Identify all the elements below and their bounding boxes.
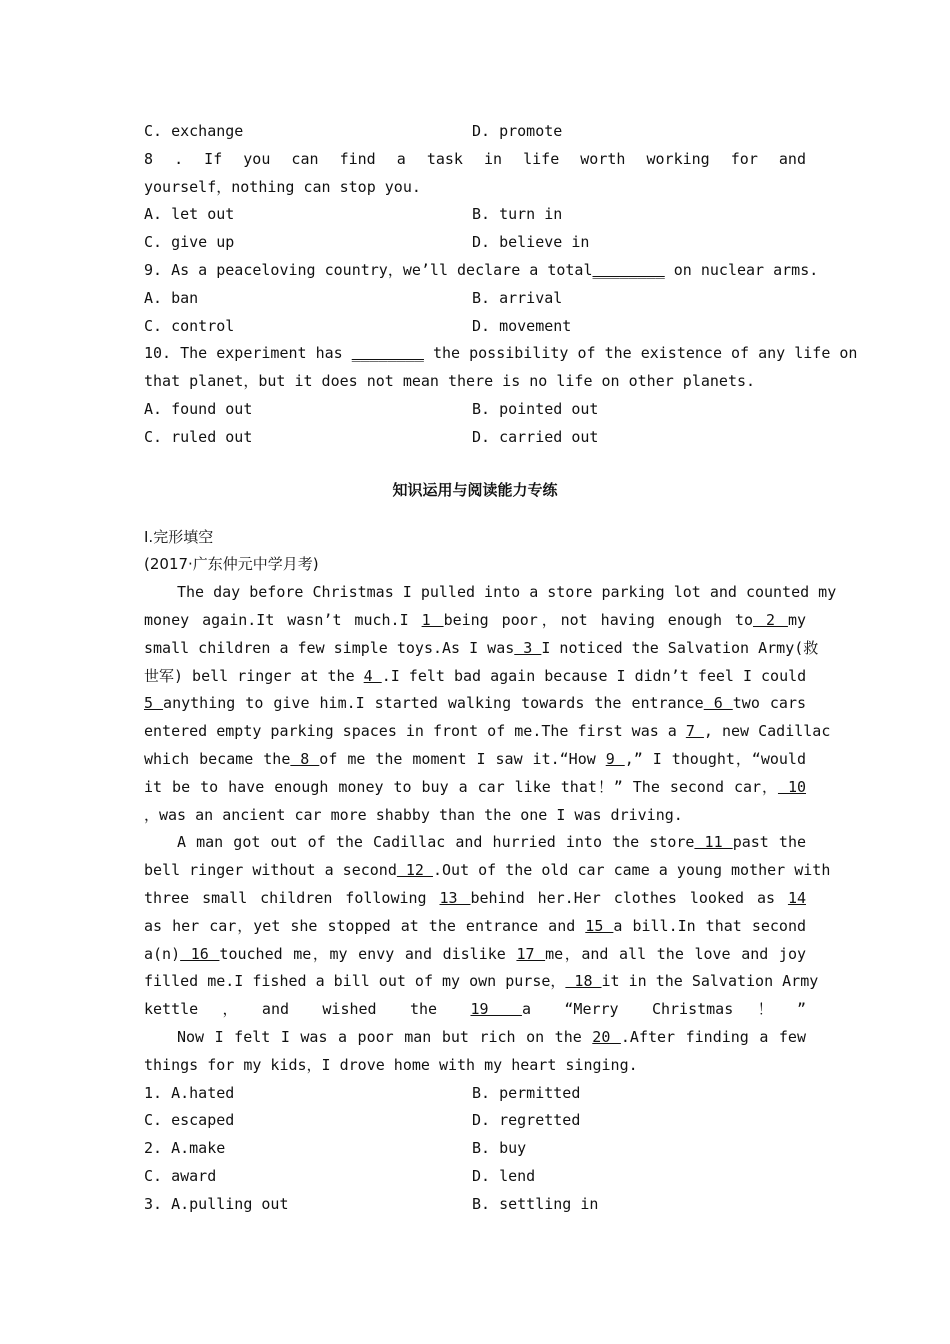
passage-text: .After finding a few — [620, 1027, 806, 1046]
options-row — [144, 1080, 806, 1108]
q9-options-row — [144, 285, 806, 313]
option-b: B. arrival — [472, 288, 563, 307]
q8-stem: 8 . If you can find a task in life worth working for and — [144, 149, 806, 168]
passage-line — [144, 996, 806, 1024]
source-note: (2017·广东仲元中学月考) — [144, 555, 319, 574]
option-right: D. regretted — [472, 1111, 581, 1130]
option-left: C. escaped — [144, 1111, 235, 1130]
answer-blank: 2 — [753, 610, 788, 629]
passage-line — [144, 1024, 806, 1052]
passage-text: being poor，not having enough to — [443, 610, 753, 629]
passage-text: 世军) bell ringer at the — [144, 666, 364, 685]
cloze-passage — [144, 579, 837, 1079]
passage-text: I noticed the Salvation Army(救 — [541, 638, 819, 657]
option-a: A. ban — [144, 288, 199, 307]
answer-blank: 10 — [777, 777, 807, 796]
passage-line — [144, 968, 819, 996]
option-left: C. award — [144, 1166, 217, 1185]
option-c: C. exchange — [144, 122, 244, 140]
q8-stem-cont: yourself，nothing can stop you. — [144, 177, 421, 196]
option-c: C. give up — [144, 233, 235, 252]
stem-text: on nuclear arms. — [664, 260, 819, 279]
passage-line — [144, 941, 806, 969]
answer-blank: 15 — [585, 916, 614, 935]
q7-options-row — [144, 118, 806, 146]
passage-text: The day before Christmas I pulled into a store parking lot and counted my — [177, 583, 837, 602]
options-row — [144, 1163, 806, 1191]
section-title: 知识运用与阅读能力专练 — [392, 480, 558, 499]
answer-blank: 17 — [516, 944, 546, 963]
passage-line — [144, 690, 806, 718]
passage-text: anything to give him.I started walking towards the entrance — [163, 694, 704, 713]
stem-text: 9. As a peaceloving country，we’ll declare a total — [144, 260, 593, 279]
passage-line — [144, 635, 819, 663]
option-a: A. let out — [144, 205, 235, 224]
passage-text: my — [787, 610, 806, 629]
answer-blank: ________ — [592, 260, 665, 279]
passage-line — [144, 718, 831, 746]
option-left: 3. A.pulling out — [144, 1194, 289, 1213]
q10-options-row — [144, 396, 806, 424]
option-b: B. turn in — [472, 205, 563, 224]
cloze-options — [144, 1080, 806, 1219]
passage-text: past the — [732, 833, 807, 852]
answer-blank: 14 — [787, 888, 806, 907]
passage-line — [144, 1052, 806, 1080]
passage-text: two cars — [732, 694, 807, 713]
answer-blank: 4 — [363, 666, 382, 685]
answer-blank: 5 — [144, 694, 164, 713]
passage-text: a bill.In that second — [613, 916, 807, 935]
passage-line — [144, 579, 837, 607]
option-left: 1. A.hated — [144, 1083, 235, 1102]
q8-options-row — [144, 201, 806, 229]
option-right: B. settling in — [472, 1194, 599, 1213]
answer-blank: 18 — [565, 972, 602, 991]
answer-blank: 16 — [180, 944, 220, 963]
option-right: B. buy — [472, 1139, 527, 1158]
stem-text: 10. The experiment has — [144, 344, 352, 363]
passage-text: of me the moment I saw it.“How — [319, 749, 606, 768]
passage-text: ,” I thought，“would — [624, 749, 806, 768]
options-row — [144, 1135, 806, 1163]
answer-blank: 13 — [439, 888, 471, 907]
options-row — [144, 1107, 806, 1135]
option-left: 2. A.make — [144, 1139, 226, 1158]
passage-line — [144, 885, 806, 913]
q10-options-row — [144, 424, 806, 452]
part-label: Ⅰ.完形填空 — [144, 527, 214, 546]
passage-text: filled me.I fished a bill out of my own purse， — [144, 972, 566, 991]
passage-text: as her car，yet she stopped at the entrance and — [144, 916, 586, 935]
answer-blank: 9 — [605, 749, 625, 768]
passage-text: , new Cadillac — [703, 722, 831, 741]
option-right: D. lend — [472, 1166, 536, 1185]
option-right: B. permitted — [472, 1083, 581, 1102]
answer-blank: 11 — [694, 833, 733, 852]
passage-text: a “Merry Christmas！” — [521, 1000, 807, 1019]
passage-text: it in the Salvation Army — [601, 972, 819, 991]
passage-line — [144, 857, 831, 885]
passage-text: behind her.Her clothes looked as — [470, 888, 788, 907]
option-c: C. control — [144, 316, 235, 335]
passage-line — [144, 607, 806, 635]
passage-text: touched me，my envy and dislike — [219, 944, 517, 963]
option-a: A. found out — [144, 399, 253, 418]
passage-text: which became the — [144, 749, 291, 768]
passage-text: ，was an ancient car more shabby than the one I was driving. — [144, 805, 683, 824]
q9-stem — [144, 257, 819, 285]
passage-text: money again.It wasn’t much.I — [144, 610, 422, 629]
option-b: B. pointed out — [472, 399, 599, 418]
passage-text: A man got out of the Cadillac and hurried into the store — [177, 833, 695, 852]
q9-options-row — [144, 313, 806, 341]
answer-blank: ________ — [351, 344, 424, 363]
passage-text: things for my kids，I drove home with my heart singing. — [144, 1055, 638, 1074]
answer-blank: 1 — [421, 610, 444, 629]
passage-text: me，and all the love and joy — [545, 944, 807, 963]
q8-options-row — [144, 229, 806, 257]
answer-blank: 6 — [703, 694, 733, 713]
passage-text: entered empty parking spaces in front of me.The first was a — [144, 722, 686, 741]
passage-text: small children a few simple toys.As I was — [144, 638, 515, 657]
q10-stem-cont: that planet，but it does not mean there is no life on other planets. — [144, 372, 756, 391]
passage-line — [144, 663, 806, 691]
stem-text: the possibility of the existence of any life on — [423, 344, 858, 363]
option-d: D. movement — [472, 316, 572, 335]
q10-stem — [144, 340, 858, 368]
option-d: D. believe in — [472, 233, 590, 252]
passage-line — [144, 746, 806, 774]
passage-line — [144, 913, 806, 941]
passage-text: bell ringer without a second — [144, 861, 397, 880]
passage-line — [144, 802, 806, 830]
passage-line — [144, 774, 806, 802]
passage-text: .Out of the old car came a young mother with — [433, 861, 831, 880]
option-c: C. ruled out — [144, 427, 253, 446]
passage-text: .I felt bad again because I didn’t feel I could — [381, 666, 807, 685]
passage-line — [144, 829, 806, 857]
passage-text: Now I felt I was a poor man but rich on the — [177, 1027, 593, 1046]
document-page — [144, 118, 858, 1218]
passage-text: three small children following — [144, 888, 440, 907]
passage-text: kettle，and wished the — [144, 1000, 471, 1019]
passage-text: a(n) — [144, 944, 181, 963]
option-d: D. promote — [472, 122, 563, 140]
answer-blank: 20 — [592, 1027, 621, 1046]
passage-text: it be to have enough money to buy a car like that！” The second car， — [144, 777, 778, 796]
answer-blank: 12 — [396, 861, 433, 880]
answer-blank: 7 — [685, 722, 704, 741]
answer-blank: 3 — [514, 638, 542, 657]
answer-blank: 8 — [290, 749, 320, 768]
option-d: D. carried out — [472, 427, 599, 446]
answer-blank: 19 — [470, 1000, 522, 1019]
options-row — [144, 1191, 806, 1219]
